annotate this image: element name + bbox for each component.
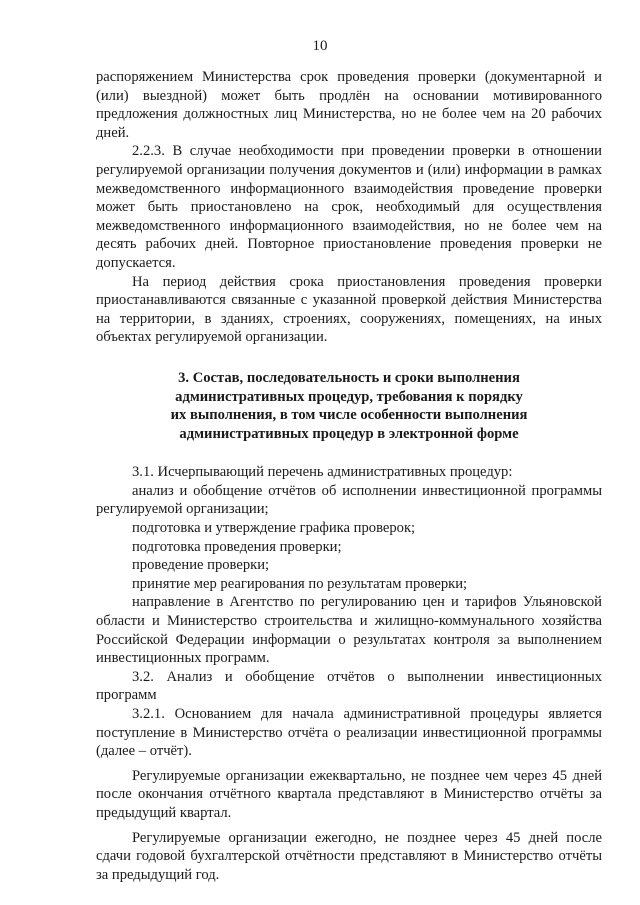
procedure-list-item: проведение проверки; — [132, 557, 270, 574]
section-heading-line: их выполнения, в том числе особенности выполнения — [170, 407, 528, 424]
document-body — [96, 68, 602, 884]
paragraph: На период действия срока приостановления проведения проверки приостанавливаются связанные с указанной проверкой действия Министерства на территории, в зданиях, строениях, сооружениях, помещениях, на иных объектах регулируемой организации. — [96, 273, 602, 346]
paragraph: 2.2.3. В случае необходимости при проведении проверки в отношении регулируемой организации получения документов и (или) информации в рамках межведомственного информационного взаимодействия проведение проверки может быть приостановлено на срок, необходимый для осуществления межведомственного информационного взаимодействия, но не более чем на десять рабочих дней. Повторное приостановление проведения проверки не допускается. — [96, 143, 602, 271]
paragraph: распоряжением Министерства срок проведения проверки (документарной и (или) выездной) может быть продлён на основании мотивированного предложения должностных лиц Министерства, но не более чем на 20 рабочих дней. — [96, 69, 602, 141]
paragraph: Регулируемые организации ежеквартально, не позднее чем через 45 дней после окончания отчётного квартала представляют в Министерство отчёты за предыдущий квартал. — [96, 767, 602, 821]
paragraph: анализ и обобщение отчётов об исполнении инвестиционной программы регулируемой организации; — [96, 482, 602, 518]
section-heading-line: административных процедур, требования к порядку — [175, 388, 523, 405]
paragraph: 3.1. Исчерпывающий перечень административных процедур: — [132, 464, 513, 481]
procedure-list-item: подготовка проведения проверки; — [132, 538, 342, 555]
section-heading-line: 3. Состав, последовательность и сроки выполнения — [178, 369, 520, 386]
paragraph: 3.2.1. Основанием для начала административной процедуры является поступление в Министерство отчёта о реализации инвестиционной программы (далее – отчёт). — [96, 706, 602, 760]
paragraph: 3.2. Анализ и обобщение отчётов о выполнении инвестиционных программ — [96, 668, 602, 704]
paragraph: Регулируемые организации ежегодно, не позднее через 45 дней после сдачи годовой бухгалтерской отчётности представляют в Министерство отчёты за предыдущий год. — [96, 829, 602, 883]
page-number: 10 — [312, 38, 328, 54]
section-heading-line: административных процедур в электронной форме — [179, 425, 519, 442]
paragraph: направление в Агентство по регулированию цен и тарифов Ульяновской области и Министерство строительства и жилищно-коммунального хозяйства Российской Федерации информации о результатах контроля за выполнением инвестиционных программ. — [96, 594, 602, 667]
procedure-list-item: подготовка и утверждение графика проверок; — [132, 520, 416, 537]
section-heading — [96, 369, 602, 443]
procedure-list-item: принятие мер реагирования по результатам проверки; — [132, 575, 468, 592]
